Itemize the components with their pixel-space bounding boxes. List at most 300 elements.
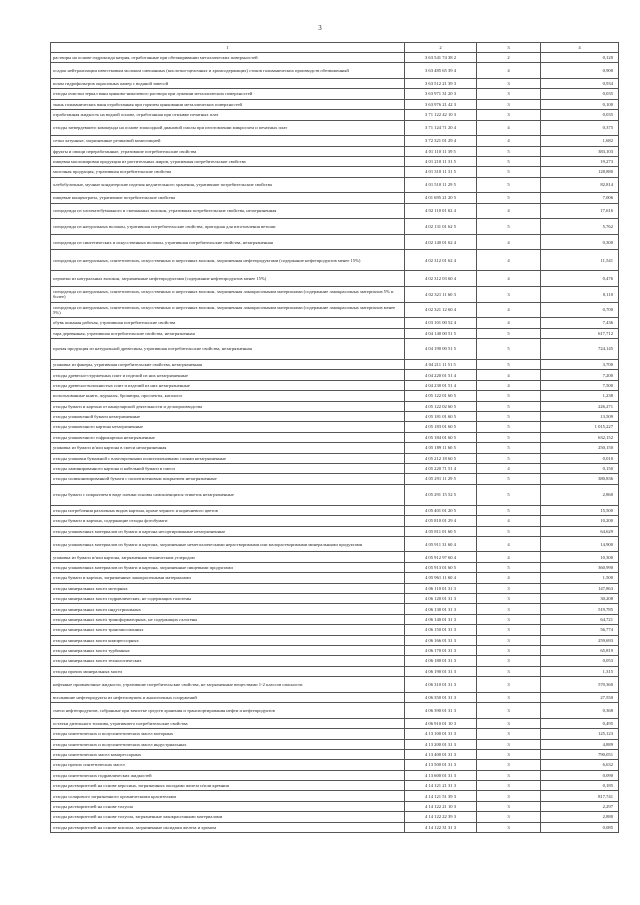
hazard-class-cell: 4 xyxy=(477,370,541,380)
page-number: 3 xyxy=(318,24,322,32)
waste-name-cell: отходы прочих синтетических масел xyxy=(51,760,405,770)
quantity-cell: 10,300 xyxy=(541,552,619,562)
fkko-code-cell: 4 05 912 97 60 4 xyxy=(405,552,477,562)
quantity-cell: 30,208 xyxy=(541,594,619,604)
quantity-cell: 14,900 xyxy=(541,536,619,552)
table-row xyxy=(51,443,619,453)
fkko-code-cell: 4 05 913 01 60 5 xyxy=(405,562,477,572)
quantity-cell: 0,100 xyxy=(541,99,619,109)
quantity-cell: 7,500 xyxy=(541,380,619,390)
hazard-class-cell: 3 xyxy=(477,729,541,739)
quantity-cell: 0,110 xyxy=(541,287,619,303)
hazard-class-cell: 3 xyxy=(477,677,541,693)
table-row xyxy=(51,614,619,624)
waste-name-cell: растворы на основе гидроксида натрия, отработанные при обезжиривании металлических поверхностей xyxy=(51,53,405,63)
hazard-class-cell: 3 xyxy=(477,692,541,702)
fkko-code-cell: 4 06 180 01 31 3 xyxy=(405,656,477,666)
waste-name-cell: остатки дизельного топлива, утратившего потребительские свойства xyxy=(51,718,405,728)
table-row xyxy=(51,656,619,666)
quantity-cell: 4,889 xyxy=(541,739,619,749)
waste-name-cell: отходы древесно-волокнистых плит и изделий из них незагрязненные xyxy=(51,380,405,390)
quantity-cell: 125,123 xyxy=(541,729,619,739)
quantity-cell: 15,500 xyxy=(541,505,619,515)
fkko-code-cell: 4 05 122 02 60 5 xyxy=(405,401,477,411)
table-row xyxy=(51,635,619,645)
hazard-class-cell: 3 xyxy=(477,770,541,780)
waste-name-cell: отходы бумаги с покрытием в виде пленки основы самоклеящихся этикеток незагрязненные xyxy=(51,484,405,505)
table-row xyxy=(51,718,619,728)
quantity-cell: 65,819 xyxy=(541,646,619,656)
table-row xyxy=(51,167,619,177)
hazard-class-cell: 4 xyxy=(477,250,541,271)
table-row xyxy=(51,536,619,552)
quantity-cell: 1,238 xyxy=(541,391,619,401)
table-row xyxy=(51,339,619,360)
quantity-cell: 632,152 xyxy=(541,432,619,442)
fkko-code-cell: 4 06 350 01 31 3 xyxy=(405,692,477,702)
hazard-class-cell: 5 xyxy=(477,193,541,203)
fkko-code-cell: 4 05 181 01 60 5 xyxy=(405,411,477,421)
quantity-cell: 259,693 xyxy=(541,635,619,645)
fkko-code-cell: 4 05 911 31 60 4 xyxy=(405,536,477,552)
hazard-class-cell: 5 xyxy=(477,360,541,370)
waste-name-cell: тара деревянная, утратившая потребительские свойства, незагрязненная xyxy=(51,328,405,338)
hazard-class-cell: 2 xyxy=(477,53,541,63)
waste-name-cell: отходы упаковки бумажной с влагопрочными полиэтиленовыми слоями незагрязненные xyxy=(51,453,405,463)
quantity-cell: 5,762 xyxy=(541,219,619,235)
table-row xyxy=(51,770,619,780)
quantity-cell: 0,375 xyxy=(541,120,619,136)
quantity-cell: 17,616 xyxy=(541,203,619,219)
quantity-cell: 724,145 xyxy=(541,339,619,360)
fkko-code-cell: 4 14 122 22 39 3 xyxy=(405,812,477,822)
table-row xyxy=(51,136,619,146)
quantity-cell: 64,629 xyxy=(541,526,619,536)
quantity-cell: 0,934 xyxy=(541,78,619,88)
fkko-code-cell: 4 05 212 18 60 5 xyxy=(405,453,477,463)
waste-name-cell: пищевая масложировая продукция из растительных жиров, утратившая потребительские свойства xyxy=(51,156,405,166)
table-row xyxy=(51,432,619,442)
quantity-cell: 383,103 xyxy=(541,146,619,156)
hazard-class-cell: 4 xyxy=(477,136,541,146)
waste-name-cell: ткань гальванических ванн отработанная при горячем цинковании металлических поверхностей xyxy=(51,99,405,109)
fkko-code-cell: 4 01 695 21 20 5 xyxy=(405,193,477,203)
waste-name-cell: отходы затвердевшего компаунда на основе эпоксидной диановой смолы при изготовлении микросхем и печатных плат xyxy=(51,120,405,136)
fkko-code-cell: 4 05 811 01 60 5 xyxy=(405,526,477,536)
hazard-class-cell: 5 xyxy=(477,443,541,453)
quantity-cell: 2,880 xyxy=(541,812,619,822)
table-row xyxy=(51,380,619,390)
waste-name-cell: отходы бумаги и картона, содержащие отходы фотобумаги xyxy=(51,516,405,526)
waste-name-cell: отходы ламинированного картона и кабельной бумаги в смеси xyxy=(51,463,405,473)
waste-name-cell: отходы растворителей на основе ксилола, загрязненные оксидами железа и хромом xyxy=(51,822,405,832)
hazard-class-cell: 4 xyxy=(477,302,541,318)
table-row xyxy=(51,78,619,88)
hazard-class-cell: 3 xyxy=(477,614,541,624)
quantity-cell: 56,774 xyxy=(541,625,619,635)
waste-name-cell: спецодежда из синтетических и искусственных волокон, утратившая потребительские свойства, незагрязненная xyxy=(51,234,405,250)
hazard-class-cell: 4 xyxy=(477,234,541,250)
fkko-code-cell: 3 63 512 21 39 3 xyxy=(405,78,477,88)
table-row xyxy=(51,328,619,338)
hazard-class-cell: 3 xyxy=(477,749,541,759)
hazard-class-cell: 5 xyxy=(477,453,541,463)
table-row xyxy=(51,463,619,473)
hazard-class-cell: 3 xyxy=(477,646,541,656)
waste-name-cell: отходы бумаги и картона от канцелярской деятельности и делопроизводства xyxy=(51,401,405,411)
waste-name-cell: осадок нейтрализации известковым молоком смешанных (кислотно-щелочных и хромсодержащих) стоков гальванических производств обезвоженный xyxy=(51,63,405,79)
waste-name-cell: молочная продукция, утратившая потребительские свойства xyxy=(51,167,405,177)
hazard-class-cell: 3 xyxy=(477,822,541,832)
fkko-code-cell: 4 02 110 01 62 4 xyxy=(405,203,477,219)
hazard-class-cell: 5 xyxy=(477,411,541,421)
waste-name-cell: отходы упаковочных материалов из бумаги и картона, загрязненные пищевыми продуктами xyxy=(51,562,405,572)
table-row xyxy=(51,760,619,770)
quantity-cell: 0,185 xyxy=(541,781,619,791)
table-row xyxy=(51,526,619,536)
hazard-class-cell: 5 xyxy=(477,219,541,235)
hazard-class-cell: 3 xyxy=(477,99,541,109)
column-header: 2 xyxy=(405,43,477,53)
hazard-class-cell: 5 xyxy=(477,167,541,177)
fkko-code-cell: 4 05 189 11 60 5 xyxy=(405,443,477,453)
hazard-class-cell: 3 xyxy=(477,656,541,666)
quantity-cell: 3,700 xyxy=(541,360,619,370)
hazard-class-cell: 4 xyxy=(477,536,541,552)
table-row xyxy=(51,422,619,432)
fkko-code-cell: 3 63 485 65 39 4 xyxy=(405,63,477,79)
quantity-cell: 0,476 xyxy=(541,271,619,287)
table-row xyxy=(51,781,619,791)
fkko-code-cell: 4 06 166 01 31 3 xyxy=(405,635,477,645)
hazard-class-cell: 3 xyxy=(477,78,541,88)
table-header-row xyxy=(51,43,619,53)
table-row xyxy=(51,110,619,120)
fkko-code-cell: 4 06 140 01 31 3 xyxy=(405,614,477,624)
hazard-class-cell: 3 xyxy=(477,703,541,719)
waste-name-cell: отходы синтетических и полусинтетических масел моторных xyxy=(51,729,405,739)
fkko-code-cell: 3 71 122 42 10 3 xyxy=(405,110,477,120)
hazard-class-cell: 3 xyxy=(477,604,541,614)
quantity-cell: 817,741 xyxy=(541,791,619,801)
table-row xyxy=(51,583,619,593)
hazard-class-cell: 4 xyxy=(477,271,541,287)
table-row xyxy=(51,234,619,250)
fkko-code-cell: 4 13 600 01 31 3 xyxy=(405,770,477,780)
waste-name-cell: спецодежда из натуральных, синтетических, искусственных и шерстяных волокон, загрязненная лакокрасочными материалами (содержание лакокрасочных материалов менее 5%) xyxy=(51,302,405,318)
waste-name-cell: отходы минеральных масел технологических xyxy=(51,656,405,666)
quantity-cell: 1,315 xyxy=(541,666,619,676)
waste-name-cell: перчатки из натуральных волокон, загрязненные нефтепродуктами (содержание нефтепродуктов менее 15%) xyxy=(51,271,405,287)
table-row xyxy=(51,594,619,604)
hazard-class-cell: 5 xyxy=(477,422,541,432)
fkko-code-cell: 4 05 220 71 51 4 xyxy=(405,463,477,473)
waste-name-cell: шлам гидрофильтров окрасочных камер с водяной завесой xyxy=(51,78,405,88)
quantity-cell: 27,550 xyxy=(541,692,619,702)
fkko-code-cell: 4 04 140 00 51 5 xyxy=(405,328,477,338)
hazard-class-cell: 3 xyxy=(477,801,541,811)
quantity-cell: 7,200 xyxy=(541,370,619,380)
fkko-code-cell: 4 05 401 01 20 5 xyxy=(405,505,477,515)
table-row xyxy=(51,271,619,287)
fkko-code-cell: 4 06 130 01 31 3 xyxy=(405,604,477,614)
waste-name-cell: отходы минеральных масел трансмиссионных xyxy=(51,625,405,635)
table-row xyxy=(51,812,619,822)
waste-name-cell: отходы минеральных масел моторных xyxy=(51,583,405,593)
fkko-code-cell: 3 72 321 01 29 4 xyxy=(405,136,477,146)
quantity-cell: 7,436 xyxy=(541,318,619,328)
column-header: 3 xyxy=(477,43,541,53)
fkko-code-cell: 3 63 541 74 38 2 xyxy=(405,53,477,63)
table-row xyxy=(51,666,619,676)
table-row xyxy=(51,89,619,99)
fkko-code-cell: 4 01 510 11 29 5 xyxy=(405,177,477,193)
quantity-cell: 1,500 xyxy=(541,573,619,583)
fkko-code-cell: 4 05 184 01 60 5 xyxy=(405,432,477,442)
quantity-cell: 0,150 xyxy=(541,463,619,473)
waste-name-cell: отходы растворителей на основе толуола xyxy=(51,801,405,811)
hazard-class-cell: 5 xyxy=(477,177,541,193)
waste-name-cell: отходы растворителей на основе керосина, загрязненных оксидами железа и/или кремния xyxy=(51,781,405,791)
hazard-class-cell: 3 xyxy=(477,760,541,770)
fkko-code-cell: 4 06 310 01 31 3 xyxy=(405,677,477,693)
quantity-cell: 0,900 xyxy=(541,63,619,79)
waste-name-cell: отходы упаковочного гофрокартона незагрязненные xyxy=(51,432,405,442)
table-row xyxy=(51,801,619,811)
fkko-code-cell: 4 02 312 03 60 4 xyxy=(405,271,477,287)
fkko-code-cell: 4 04 220 01 51 4 xyxy=(405,370,477,380)
waste-name-cell: отходы бумаги и картона, загрязненные лакокрасочными материалами xyxy=(51,573,405,583)
waste-name-cell: отходы синтетических гидравлических жидкостей xyxy=(51,770,405,780)
quantity-cell: 11,541 xyxy=(541,250,619,271)
quantity-cell: 10,200 xyxy=(541,516,619,526)
table-row xyxy=(51,791,619,801)
quantity-cell: 0,085 xyxy=(541,822,619,832)
quantity-cell: 0,035 xyxy=(541,89,619,99)
hazard-class-cell: 3 xyxy=(477,625,541,635)
fkko-code-cell: 4 13 100 01 31 3 xyxy=(405,729,477,739)
fkko-code-cell: 4 01 110 11 39 5 xyxy=(405,146,477,156)
quantity-cell: 0,368 xyxy=(541,703,619,719)
fkko-code-cell: 4 04 211 11 51 5 xyxy=(405,360,477,370)
waste-name-cell: упаковка из бумаги и/или картона в смеси незагрязненная xyxy=(51,443,405,453)
hazard-class-cell: 3 xyxy=(477,718,541,728)
fkko-code-cell: 4 06 170 01 31 3 xyxy=(405,646,477,656)
quantity-cell: 0,010 xyxy=(541,453,619,463)
fkko-code-cell: 3 71 124 71 20 4 xyxy=(405,120,477,136)
quantity-cell: 13,509 xyxy=(541,411,619,421)
hazard-class-cell: 5 xyxy=(477,432,541,442)
fkko-code-cell: 4 14 121 21 31 3 xyxy=(405,781,477,791)
quantity-cell: 790,051 xyxy=(541,749,619,759)
hazard-class-cell: 5 xyxy=(477,526,541,536)
quantity-cell: 226,271 xyxy=(541,401,619,411)
waste-name-cell: отходы древесно-стружечных плит и изделий из них незагрязненные xyxy=(51,370,405,380)
hazard-class-cell: 3 xyxy=(477,594,541,604)
quantity-cell: 570,360 xyxy=(541,677,619,693)
hazard-class-cell: 5 xyxy=(477,339,541,360)
table-row xyxy=(51,484,619,505)
waste-name-cell: отходы очистки зеркал ванн цинково-никелевого раствора при лужении металлических поверхностей xyxy=(51,89,405,99)
quantity-cell: 0,090 xyxy=(541,770,619,780)
waste-name-cell: спецодежда из натуральных, синтетических, искусственных и шерстяных волокон, загрязненная нефтепродуктами (содержание нефтепродуктов менее 15%) xyxy=(51,250,405,271)
waste-name-cell: отходы минеральных масел компрессорных xyxy=(51,635,405,645)
waste-name-cell: спецодежда из хлопчатобумажного и смешанных волокон, утратившая потребительские свойства, незагрязненная xyxy=(51,203,405,219)
table-row xyxy=(51,146,619,156)
waste-name-cell: сетки латунные, загрязненные резиновой композицией xyxy=(51,136,405,146)
table-row xyxy=(51,370,619,380)
table-row xyxy=(51,219,619,235)
fkko-code-cell: 4 02 140 01 62 4 xyxy=(405,234,477,250)
table-row xyxy=(51,99,619,109)
waste-name-cell: отходы синтетических и полусинтетических масел индустриальных xyxy=(51,739,405,749)
waste-name-cell: отходы минеральных масел гидравлических, не содержащих галогены xyxy=(51,594,405,604)
table-row xyxy=(51,646,619,656)
hazard-class-cell: 3 xyxy=(477,635,541,645)
waste-name-cell: использованные книги, журналы, брошюры, проспекты, каталоги xyxy=(51,391,405,401)
hazard-class-cell: 3 xyxy=(477,287,541,303)
table-row xyxy=(51,360,619,370)
column-header: 1 xyxy=(51,43,405,53)
quantity-cell: 147,863 xyxy=(541,583,619,593)
fkko-code-cell: 4 05 291 11 29 5 xyxy=(405,474,477,484)
table-row xyxy=(51,63,619,79)
table-row xyxy=(51,453,619,463)
quantity-cell: 380,836 xyxy=(541,474,619,484)
column-header: 4 xyxy=(541,43,619,53)
fkko-code-cell: 4 06 120 01 31 3 xyxy=(405,594,477,604)
hazard-class-cell: 4 xyxy=(477,552,541,562)
table-row xyxy=(51,177,619,193)
hazard-class-cell: 5 xyxy=(477,156,541,166)
fkko-code-cell: 4 14 122 21 10 3 xyxy=(405,801,477,811)
hazard-class-cell: 5 xyxy=(477,328,541,338)
hazard-class-cell: 4 xyxy=(477,120,541,136)
fkko-code-cell: 4 05 810 01 29 4 xyxy=(405,516,477,526)
hazard-class-cell: 3 xyxy=(477,110,541,120)
quantity-cell: 0,035 xyxy=(541,110,619,120)
fkko-code-cell: 4 14 122 31 31 3 xyxy=(405,822,477,832)
fkko-code-cell: 4 05 122 01 60 5 xyxy=(405,391,477,401)
waste-table xyxy=(50,42,619,833)
quantity-cell: 1,682 xyxy=(541,136,619,146)
hazard-class-cell: 5 xyxy=(477,146,541,156)
hazard-class-cell: 5 xyxy=(477,474,541,484)
waste-name-cell: отходы минеральных масел турбинных xyxy=(51,646,405,656)
hazard-class-cell: 5 xyxy=(477,484,541,505)
table-row xyxy=(51,193,619,203)
hazard-class-cell: 5 xyxy=(477,391,541,401)
waste-name-cell: отходы упаковочной бумаги незагрязненные xyxy=(51,411,405,421)
fkko-code-cell: 4 04 190 00 51 5 xyxy=(405,339,477,360)
waste-name-cell: отходы солярового загрязненного органическими красителями xyxy=(51,791,405,801)
quantity-cell: 360,990 xyxy=(541,562,619,572)
hazard-class-cell: 4 xyxy=(477,203,541,219)
table-row xyxy=(51,53,619,63)
hazard-class-cell: 4 xyxy=(477,318,541,328)
table-row xyxy=(51,120,619,136)
waste-name-cell: смеси нефтепродуктов, собранные при зачистке средств хранения и транспортирования нефти и нефтепродуктов xyxy=(51,703,405,719)
fkko-code-cell: 3 63 971 31 20 3 xyxy=(405,89,477,99)
waste-name-cell: отходы синтетических масел компрессорных xyxy=(51,749,405,759)
waste-name-cell: всплывшие нефтепродукты из нефтеловушек и аналогичных сооружений xyxy=(51,692,405,702)
table-row xyxy=(51,739,619,749)
table-row xyxy=(51,203,619,219)
waste-name-cell: спецодежда из натуральных, синтетических, искусственных и шерстяных волокон, загрязненная лакокрасочными материалами (содержание лакокрасочных материалов 5% и более) xyxy=(51,287,405,303)
waste-name-cell: пищевые концентраты, утратившие потребительские свойства xyxy=(51,193,405,203)
quantity-cell: 250,150 xyxy=(541,443,619,453)
hazard-class-cell: 5 xyxy=(477,505,541,515)
waste-name-cell: отходы минеральных масел индустриальных xyxy=(51,604,405,614)
hazard-class-cell: 4 xyxy=(477,380,541,390)
table-row xyxy=(51,411,619,421)
quantity-cell: 1 015,227 xyxy=(541,422,619,432)
quantity-cell: 7,006 xyxy=(541,193,619,203)
fkko-code-cell: 4 13 200 01 31 3 xyxy=(405,739,477,749)
fkko-code-cell: 4 13 500 01 31 3 xyxy=(405,760,477,770)
table-row xyxy=(51,516,619,526)
hazard-class-cell: 4 xyxy=(477,463,541,473)
waste-name-cell: отходы прочих минеральных масел xyxy=(51,666,405,676)
fkko-code-cell: 4 04 230 01 51 4 xyxy=(405,380,477,390)
fkko-code-cell: 4 05 961 11 60 4 xyxy=(405,573,477,583)
fkko-code-cell: 4 13 400 01 31 3 xyxy=(405,749,477,759)
table-row xyxy=(51,822,619,832)
fkko-code-cell: 4 02 321 11 60 3 xyxy=(405,287,477,303)
waste-name-cell: отходы упаковочных материалов из бумаги и картона, загрязненные неметаллическими нерастворимыми или малорастворимыми минеральными продуктами xyxy=(51,536,405,552)
table-row xyxy=(51,250,619,271)
fkko-code-cell: 4 14 121 51 39 3 xyxy=(405,791,477,801)
fkko-code-cell: 4 01 210 11 31 5 xyxy=(405,156,477,166)
fkko-code-cell: 3 63 976 21 42 3 xyxy=(405,99,477,109)
hazard-class-cell: 4 xyxy=(477,573,541,583)
table-row xyxy=(51,391,619,401)
quantity-cell: 0,053 xyxy=(541,656,619,666)
table-row xyxy=(51,677,619,693)
quantity-cell: 6,632 xyxy=(541,760,619,770)
table-row xyxy=(51,604,619,614)
quantity-cell: 82,814 xyxy=(541,177,619,193)
quantity-cell: 128,880 xyxy=(541,167,619,177)
quantity-cell: 19,273 xyxy=(541,156,619,166)
waste-name-cell: прочая продукция из натуральной древесины, утратившая потребительские свойства, незагрязненная xyxy=(51,339,405,360)
hazard-class-cell: 3 xyxy=(477,812,541,822)
table-row xyxy=(51,552,619,562)
fkko-code-cell: 4 06 390 01 31 3 xyxy=(405,703,477,719)
waste-name-cell: отходы минеральных масел трансформаторных, не содержащих галогены xyxy=(51,614,405,624)
fkko-code-cell: 4 02 312 01 62 4 xyxy=(405,250,477,271)
waste-name-cell: нефтяные промывочные жидкости, утратившие потребительские свойства, не загрязненные веществами 1-2 классов опасности xyxy=(51,677,405,693)
table-row xyxy=(51,749,619,759)
waste-name-cell: отходы упаковочных материалов из бумаги и картона несортированные незагрязненные xyxy=(51,526,405,536)
table-row xyxy=(51,156,619,166)
fkko-code-cell: 4 05 183 01 60 5 xyxy=(405,422,477,432)
hazard-class-cell: 3 xyxy=(477,781,541,791)
quantity-cell: 64,721 xyxy=(541,614,619,624)
table-row xyxy=(51,287,619,303)
fkko-code-cell: 4 02 321 12 60 4 xyxy=(405,302,477,318)
table-row xyxy=(51,302,619,318)
quantity-cell: 617,712 xyxy=(541,328,619,338)
table-row xyxy=(51,692,619,702)
fkko-code-cell: 4 06 910 01 10 3 xyxy=(405,718,477,728)
table-row xyxy=(51,562,619,572)
waste-name-cell: хлебобулочные, мучные кондитерские изделия недлительного хранения, утратившие потребительские свойства xyxy=(51,177,405,193)
fkko-code-cell: 4 05 291 15 52 5 xyxy=(405,484,477,505)
fkko-code-cell: 4 03 101 00 52 4 xyxy=(405,318,477,328)
quantity-cell: 0,120 xyxy=(541,53,619,63)
waste-name-cell: фрукты и овощи переработанные, утратившие потребительские свойства xyxy=(51,146,405,156)
